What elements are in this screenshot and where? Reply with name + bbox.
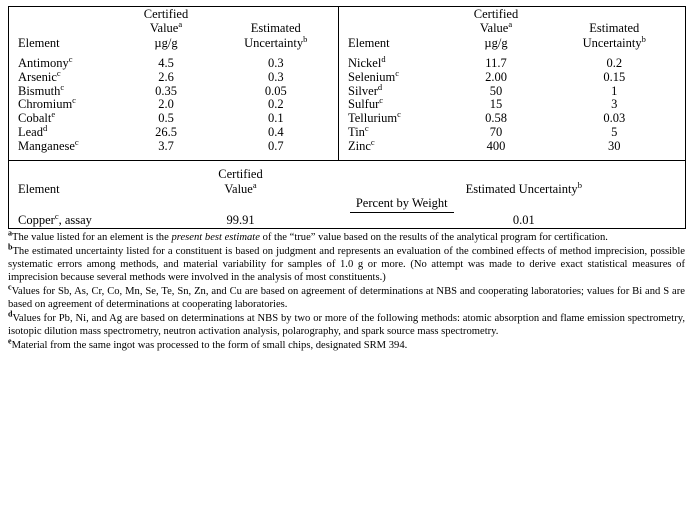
pbw-empty-cell [9,196,119,213]
certified-value: 2.6 [158,69,174,84]
footnote-a [8,228,685,245]
percent-by-weight-cell [119,196,686,213]
element-name [339,53,449,71]
footnote-marker: c [364,122,369,133]
footnote-marker-a-lower: a [252,179,257,190]
footnote-a-italic: present best estimate [171,232,260,244]
table-header-row [9,7,686,51]
footnote-marker: c [370,136,375,147]
spacer-left-bottom [9,153,339,161]
element-name [9,53,119,71]
assay-header-certified-line1: Certified [218,167,263,182]
certified-value: 11.7 [485,56,507,71]
footnote-marker: c [60,81,65,92]
footnote-d [8,309,685,339]
header-element-left [9,7,119,51]
table-row [9,112,686,126]
footnote-c [8,282,685,312]
assay-suffix: , assay [58,213,92,228]
assay-table [8,161,686,229]
header-estimated-line2: Uncertainty [244,35,304,50]
header-certified-value-left [119,7,214,51]
percent-by-weight-row [9,196,686,213]
footnote-d-text: Values for Pb, Ni, and Ag are based on determinations at NBS by two or more of the following methods: atomic absorption and flame emission spectrometry, isotopic dilution mass spectrometry, neutron activation analysis, polarography, and spark source mass spectrometry. [8,312,685,337]
element-label: Lead [18,124,43,139]
certified-value: 50 [489,83,503,98]
footnote-marker: d [381,53,386,64]
certified-value: 26.5 [155,124,177,139]
footnote-marker: e [51,108,56,119]
estimated-uncertainty: 30 [608,138,621,153]
footnote-marker: c [397,108,401,119]
certified-value: 70 [489,124,503,139]
assay-header-element [9,167,119,196]
footnote-d-marker: d [8,309,13,319]
header-certified-line1-right: Certified [473,7,519,21]
estimated-uncertainty: 0.2 [267,97,284,112]
spacer-right [339,50,686,57]
footnote-marker: d [42,122,48,133]
table-row [9,57,686,71]
footnote-b [8,242,685,285]
certified-value: 15 [489,97,503,112]
header-element-right [339,7,449,51]
element-label: Sulfur [348,97,380,112]
element-name [339,108,449,126]
element-label: Manganese [18,138,75,153]
estimated-uncertainty: 0.1 [267,111,284,126]
header-estimated-line1-right: Estimated [589,21,640,36]
element-name [339,122,449,140]
percent-by-weight-label: Percent by Weight [350,196,454,213]
assay-certified-value: 99.91 [226,213,255,228]
footnote-c-text: Values for Sb, As, Cr, Co, Mn, Se, Te, Sn, Zn, and Cu are based on agreement of determinations at NBS and cooperating laboratories; values for Bi and S are based on agreement of determinations at cooperating laboratories. [8,285,685,310]
element-label: Nickel [348,56,382,71]
footnote-marker: d [377,81,383,92]
element-name [339,136,449,154]
certified-values-table [8,6,686,161]
header-estimated-line2-right: Uncertainty [582,35,642,50]
footnote-marker-b-lower: b [577,179,582,190]
element-label: Zinc [348,138,371,153]
header-certified-units-right: µg/g [484,35,508,50]
header-certified-units: µg/g [154,35,178,50]
footnote-marker: c [56,67,61,78]
footnote-marker: c [74,136,79,147]
header-certified-line2-right: Value [479,21,509,36]
footnote-e-marker: e [8,335,12,345]
certified-value: 4.5 [158,56,174,71]
element-label: Tin [348,124,365,139]
header-certified-line1: Certified [143,7,189,21]
footnote-marker: c [68,53,73,64]
element-label: Tellurium [348,111,398,126]
footnote-e [8,335,685,353]
estimated-uncertainty: 0.15 [603,69,626,84]
assay-header-estimated [363,167,686,196]
header-estimated-uncertainty-right [544,7,686,51]
table-row [9,213,686,229]
assay-estimated-uncertainty: 0.01 [512,213,535,228]
estimated-uncertainty: 3 [611,97,618,112]
estimated-uncertainty: 0.3 [267,56,284,71]
footnote-marker-b-right: b [641,33,646,44]
certified-value: 400 [486,138,506,153]
assay-header-certified-line2: Value [224,181,253,196]
element-name [9,136,119,154]
footnote-marker: c [395,67,399,78]
assay-header-certified [119,167,363,196]
footnote-marker-b: b [303,33,308,44]
estimated-uncertainty: 5 [611,124,618,139]
footnote-a-pre: The value listed for an element is the [12,232,172,244]
assay-element-name [9,210,119,229]
estimated-uncertainty: 0.4 [267,124,284,139]
certified-value: 2.0 [158,97,174,112]
element-label: Cobalt [18,111,52,126]
header-certified-value-right [449,7,544,51]
element-label: Chromium [18,97,73,112]
certified-value: 2.00 [485,69,507,84]
footnote-e-text: Material from the same ingot was processed to the form of small chips, designated SRM 394. [11,339,408,351]
estimated-uncertainty: 0.05 [264,83,287,98]
assay-header-estimated-label: Estimated Uncertainty [465,181,578,196]
certified-value: 0.5 [158,111,174,126]
element-label: Antimony [18,56,69,71]
estimated-uncertainty: 1 [611,83,618,98]
spacer-right-bottom [339,153,686,161]
table-row [9,98,686,112]
footnote-c-marker: c [8,282,12,292]
footnote-a-marker: a [8,228,12,238]
element-name [339,67,449,85]
element-name [9,122,119,140]
table-row [9,126,686,140]
spacer-row [9,153,686,161]
header-estimated-uncertainty-left [214,7,339,51]
estimated-uncertainty: 0.3 [267,69,284,84]
element-label: Arsenic [18,69,57,84]
header-estimated-line1: Estimated [250,21,301,36]
footnotes [8,228,685,352]
assay-header-row [9,167,686,196]
footnote-marker-a-right: a [508,19,513,30]
table-row [9,85,686,99]
estimated-uncertainty: 0.7 [267,138,284,153]
header-element-left-label: Element [18,35,60,50]
assay-header-element-label: Element [18,181,60,196]
element-label: Silver [348,83,378,98]
table-row [9,140,686,154]
footnote-marker: c [54,210,59,221]
certified-value: 0.58 [485,111,507,126]
element-label: Selenium [348,69,396,84]
footnote-marker-a: a [178,19,183,30]
certified-value: 0.35 [155,83,177,98]
certified-value: 3.7 [158,138,174,153]
table-row [9,71,686,85]
footnote-a-post: of the “true” value based on the results of the analytical program for certification. [259,232,608,244]
footnote-b-text: The estimated uncertainty listed for a constituent is based on judgment and represents an evaluation of the combined effects of method imprecision, possible systematic errors among methods, and material variability for samples of 1.0 g or more. (No attempt was made to derive exact statistical measures of imprecision because several methods were involved in the analysis of most constituents.) [8,246,685,283]
estimated-uncertainty: 0.03 [603,111,626,126]
footnote-b-marker: b [8,242,13,252]
spacer-row [9,50,686,57]
element-name [9,108,119,126]
estimated-uncertainty: 0.2 [606,56,623,71]
footnote-marker: c [379,95,384,106]
element-label: Bismuth [18,83,61,98]
footnote-marker: c [72,95,76,106]
header-certified-line2: Value [149,21,179,36]
header-element-right-label: Element [348,35,390,50]
assay-element-label: Copper [18,213,55,228]
